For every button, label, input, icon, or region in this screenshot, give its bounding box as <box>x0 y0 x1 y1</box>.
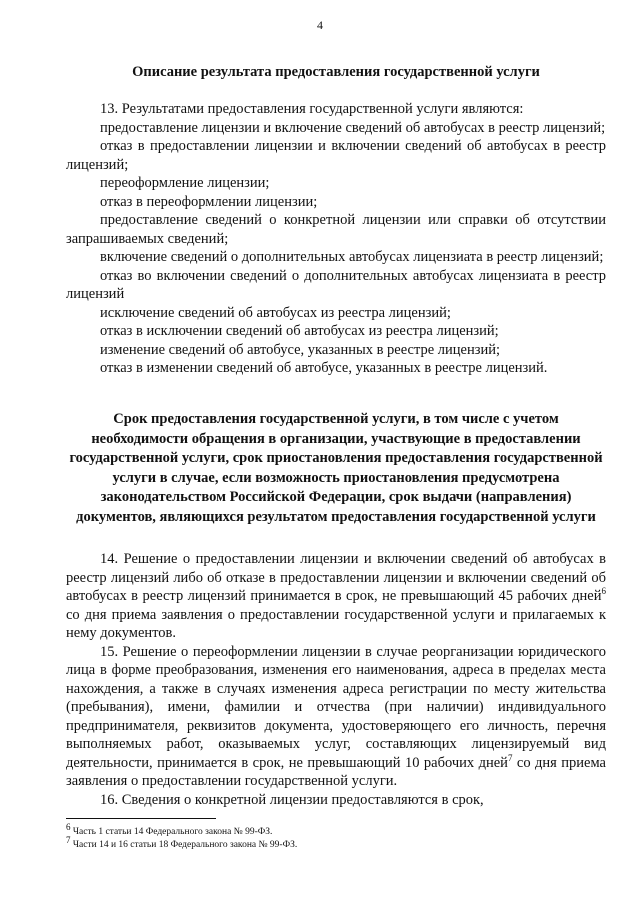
result-item: отказ в изменении сведений об автобусе, указанных в реестре лицензий. <box>100 360 548 376</box>
result-item: включение сведений о дополнительных автобусах лицензиата в реестр лицензий; <box>100 249 604 265</box>
footnote-text: Части 14 и 16 статьи 18 Федерального закона № 99-ФЗ. <box>70 840 298 850</box>
result-item: изменение сведений об автобусе, указанных в реестре лицензий; <box>100 341 501 358</box>
result-item: переоформление лицензии; <box>100 175 270 191</box>
footnote-divider <box>66 818 216 819</box>
footnote-text: Часть 1 статьи 14 Федерального закона № 99-ФЗ. <box>70 827 273 837</box>
paragraph-15-text: 15. Решение о переоформлении лицензии в случае реорганизации юридического лица в форме преобразования, изменения его наименования, адреса в пределах места нахождения, а также в случаях изменения адреса регистрации по месту жительства (пребывания), имени, фамилии и отчества (при наличии) индивидуального предпринимателя, реквизитов документа, удостоверяющего его личность, перечня выполняемых работ, оказываемых услуг, составляющих лицензируемый вид деятельности, принимается в срок, не превышающий 10 рабочих дней <box>66 643 606 771</box>
result-list <box>66 100 606 378</box>
deadline-paragraphs <box>66 550 606 809</box>
section-title-result: Описание результата предоставления государственной услуги <box>132 64 540 80</box>
page-number: 4 <box>317 18 323 32</box>
footnote-mark: 6 <box>66 821 71 832</box>
paragraph-16: 16. Сведения о конкретной лицензии предоставляются в срок, <box>100 791 484 808</box>
section-title-deadline: Срок предоставления государственной услуги, в том числе с учетом необходимости обращения в организации, участвующие в предоставлении государственной услуги, срок приостановления предоставления государственной услуги в случае, если возможность приостановления предусмотрена законодательством Российской Федерации, срок выдачи (направления) документов, являющихся результатом предоставления государственной услуги <box>69 411 603 525</box>
footnote-mark: 7 <box>66 834 71 845</box>
footnote-ref-7: 7 <box>507 752 513 763</box>
paragraph-14-tail: со дня приема заявления о предоставлении государственной услуги и прилагаемых к нему документов. <box>66 606 606 641</box>
paragraph-14-text: 14. Решение о предоставлении лицензии и включении сведений об автобусах в реестр лицензий либо об отказе в предоставлении лицензии и включении сведений об автобусах в реестр лицензий принимается в срок, не превышающий 45 рабочих дней <box>66 551 606 604</box>
result-item: предоставление лицензии и включение сведений об автобусах в реестр лицензий; <box>100 119 606 136</box>
result-item: отказ во включении сведений о дополнительных автобусах лицензиата в реестр лицензий <box>66 267 606 302</box>
footnote-7 <box>66 834 606 852</box>
paragraph-14 <box>66 550 606 643</box>
result-item: 13. Результатами предоставления государственной услуги являются: <box>100 101 524 117</box>
result-item: отказ в предоставлении лицензии и включении сведений об автобусах в реестр лицензий; <box>66 138 606 173</box>
footnote-ref-6: 6 <box>601 586 606 597</box>
paragraph-15 <box>66 643 606 791</box>
result-item: отказ в переоформлении лицензии; <box>100 193 318 210</box>
result-item: предоставление сведений о конкретной лицензии или справки об отсутствии запрашиваемых сведений; <box>66 212 606 247</box>
footnote-6 <box>66 821 606 839</box>
paragraph-15-tail: со дня приема заявления о предоставлении государственной услуги. <box>66 754 606 789</box>
result-item: исключение сведений об автобусах из реестра лицензий; <box>100 304 451 321</box>
footnotes <box>66 821 606 852</box>
result-item: отказ в исключении сведений об автобусах из реестра лицензий; <box>100 323 499 339</box>
